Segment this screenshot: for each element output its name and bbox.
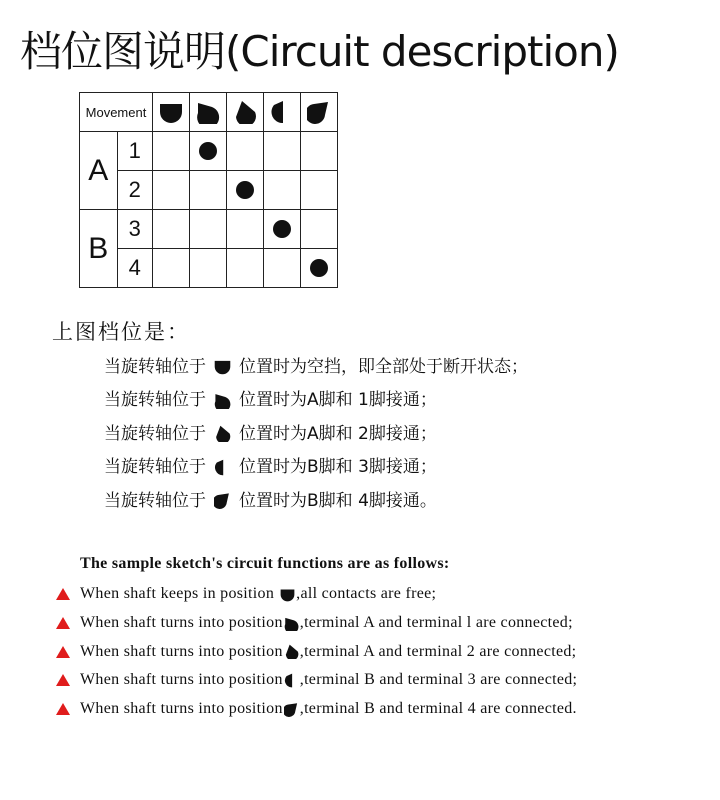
pos-0-flat-top-icon: [153, 93, 190, 132]
table-cell: [301, 249, 338, 288]
contact-dot: [310, 259, 328, 277]
movement-header: Movement: [80, 93, 153, 132]
pos-3-left-flat-icon: [284, 673, 299, 688]
pos-3-left-flat-icon: [264, 93, 301, 132]
table-cell: [301, 132, 338, 171]
red-triangle-bullet-icon: [56, 674, 70, 686]
table-cell: [227, 249, 264, 288]
cn-line: [104, 451, 528, 485]
contact-dot: [236, 181, 254, 199]
table-cell: [190, 210, 227, 249]
table-cell: [153, 249, 190, 288]
contact-dot: [273, 220, 291, 238]
pos-2-leaf-icon: [284, 644, 299, 659]
en-line-prefix: When shaft turns into position: [80, 671, 283, 689]
en-line-prefix: When shaft turns into position: [80, 642, 283, 660]
row-number: 1: [117, 132, 153, 171]
pos-1-tilt-icon: [284, 616, 299, 631]
red-triangle-bullet-icon: [56, 588, 70, 600]
cn-line-prefix: 当旋转轴位于: [104, 423, 206, 444]
pos-1-tilt-icon: [214, 392, 231, 409]
en-line-prefix: When shaft turns into position: [80, 700, 283, 718]
cn-line-suffix: 位置时为A脚和 2脚接通；: [239, 423, 437, 444]
position-table: [79, 92, 338, 288]
en-line-suffix: ,terminal B and terminal 4 are connected.: [299, 700, 577, 718]
pos-4-drop-icon: [284, 702, 299, 717]
cn-line: [104, 384, 528, 418]
table-cell: [264, 210, 301, 249]
pos-2-leaf-icon: [227, 93, 264, 132]
group-label-a: A: [80, 132, 118, 210]
row-number: 4: [117, 249, 153, 288]
table-cell: [190, 249, 227, 288]
table-cell: [190, 132, 227, 171]
table-cell: [153, 171, 190, 210]
group-label-b: B: [80, 210, 118, 288]
table-cell: [227, 210, 264, 249]
table-cell: [301, 210, 338, 249]
en-line: [56, 666, 577, 695]
cn-line: [104, 350, 528, 384]
en-line-suffix: ,terminal A and terminal 2 are connected;: [299, 642, 577, 660]
contact-dot: [199, 142, 217, 160]
pos-0-flat-top-icon: [214, 358, 231, 375]
cn-line-prefix: 当旋转轴位于: [104, 356, 206, 377]
pos-3-left-flat-icon: [214, 459, 231, 476]
pos-4-drop-icon: [214, 492, 231, 509]
en-line: [56, 580, 577, 609]
table-cell: [264, 132, 301, 171]
cn-line-suffix: 位置时为B脚和 4脚接通。: [239, 490, 437, 511]
table-cell: [153, 210, 190, 249]
en-line-suffix: ,terminal A and terminal l are connected;: [299, 614, 573, 632]
pos-4-drop-icon: [301, 93, 338, 132]
table-cell: [264, 171, 301, 210]
cn-line-suffix: 位置时为B脚和 3脚接通；: [239, 457, 437, 478]
cn-line-suffix: 位置时为空挡，即全部处于断开状态；: [239, 356, 528, 377]
cn-line-prefix: 当旋转轴位于: [104, 390, 206, 411]
table-cell: [227, 171, 264, 210]
cn-description-list: [104, 350, 528, 518]
row-number: 3: [117, 210, 153, 249]
en-line: [56, 695, 577, 724]
en-description-list: [56, 580, 577, 723]
en-line-suffix: ,terminal B and terminal 3 are connected;: [299, 671, 578, 689]
en-line: [56, 609, 577, 638]
red-triangle-bullet-icon: [56, 646, 70, 658]
red-triangle-bullet-icon: [56, 617, 70, 629]
cn-line-prefix: 当旋转轴位于: [104, 490, 206, 511]
cn-line: [104, 484, 528, 518]
page-title: 档位图说明(Circuit description): [20, 27, 619, 76]
en-line-prefix: When shaft turns into position: [80, 614, 283, 632]
en-heading: The sample sketch's circuit functions are as follows:: [80, 555, 450, 572]
pos-1-tilt-icon: [190, 93, 227, 132]
row-number: 2: [117, 171, 153, 210]
table-cell: [153, 132, 190, 171]
pos-2-leaf-icon: [214, 425, 231, 442]
table-cell: [264, 249, 301, 288]
en-line-suffix: ,all contacts are free;: [296, 585, 437, 603]
cn-heading: 上图档位是：: [52, 320, 190, 344]
table-cell: [227, 132, 264, 171]
table-cell: [301, 171, 338, 210]
en-line: [56, 637, 577, 666]
cn-line: [104, 417, 528, 451]
red-triangle-bullet-icon: [56, 703, 70, 715]
pos-0-flat-top-icon: [280, 587, 295, 602]
en-line-prefix: When shaft keeps in position: [80, 585, 275, 603]
table-cell: [190, 171, 227, 210]
cn-line-prefix: 当旋转轴位于: [104, 457, 206, 478]
cn-line-suffix: 位置时为A脚和 1脚接通；: [239, 390, 437, 411]
